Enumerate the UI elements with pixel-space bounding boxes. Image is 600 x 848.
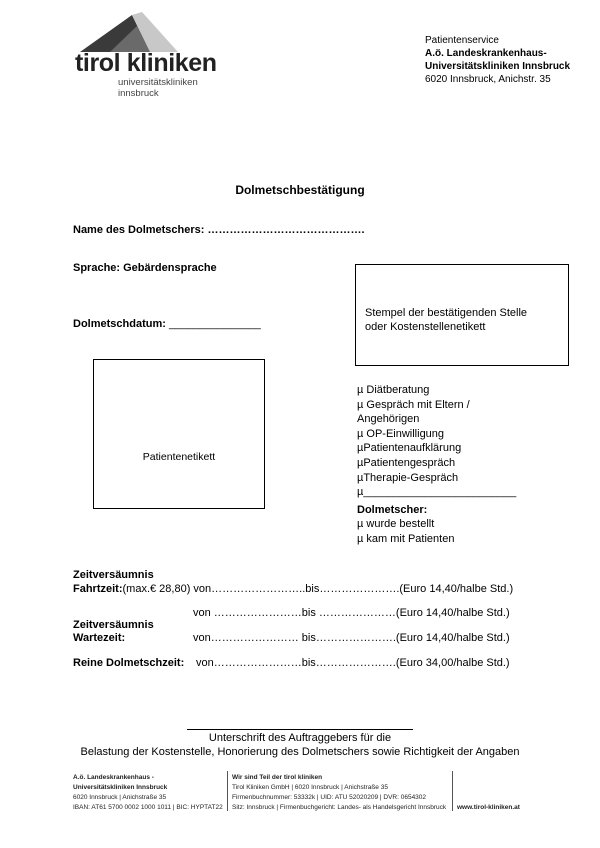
footer-divider-2 (452, 771, 453, 811)
option-gespraech-eltern-cont: Angehörigen (357, 413, 420, 426)
reine-dolmetschzeit-row: von……………………bis………………….(Euro 34,00/halbe Std.) (196, 657, 510, 669)
wartezeit-label: Wartezeit: (73, 632, 126, 644)
footer-company-info: Wir sind Teil der tirol kliniken Tirol Kliniken GmbH | 6020 Innsbruck | Anichstraße 35 Firmenbuchnummer: 53332k | UID: ATU 52020209 | DVR: 0654302 Sitz: Innsbruck | Firmenbuchgericht: Landes- als Handelsgericht Innsbruck (232, 774, 447, 811)
logo-subtitle: universitätskliniken innsbruck (118, 77, 198, 99)
fahrtzeit-row: Fahrtzeit:(max.€ 28,80) von……………………..bis………………….(Euro 14,40/halbe Std.) (73, 583, 514, 595)
interpreter-heading: Dolmetscher: (357, 504, 428, 516)
option-diaetberatung[interactable]: µ Diätberatung (357, 384, 430, 396)
signature-caption: Unterschrift des Auftraggebers für die Belastung der Kostenstelle, Honorierung des Dolmetschers sowie Richtigkeit der Angaben (80, 732, 520, 758)
logo-name: tirol kliniken (75, 49, 217, 77)
option-wurde-bestellt[interactable]: µ wurde bestellt (357, 518, 435, 530)
option-other[interactable]: µ_________________________ (357, 486, 517, 499)
option-patientengespraech[interactable]: µPatientengespräch (357, 456, 456, 469)
footer-hospital-info: A.ö. Landeskrankenhaus - Universitätskliniken Innsbruck 6020 Innsbruck | Anichstraße 35 IBAN: AT61 5700 0002 1000 1011 | BIC: HYPTAT22 (73, 774, 223, 811)
patient-label-text: Patientenetikett (142, 451, 216, 463)
zeitversaeumnis-heading: Zeitversäumnis (73, 569, 154, 581)
mountain-logo-icon (80, 12, 180, 54)
sender-address: Patientenservice A.ö. Landeskrankenhaus- Universitätskliniken Innsbruck 6020 Innsbruck, Anichstr. 35 (425, 35, 571, 85)
interpreting-date-field: Dolmetschdatum: _______________ (73, 318, 261, 330)
document-title: Dolmetschbestätigung (235, 183, 365, 197)
patient-label-box (93, 359, 265, 509)
option-gespraech-eltern[interactable]: µ Gespräch mit Eltern / (357, 398, 470, 411)
option-patientenaufklaerung[interactable]: µPatientenaufklärung (357, 442, 462, 455)
zeitversaeumnis-heading-2: Zeitversäumnis (73, 619, 154, 631)
option-kam-mit-patienten[interactable]: µ kam mit Patienten (357, 532, 455, 545)
wartezeit-row: von…………………… bis………………….(Euro 14,40/halbe Std.) (193, 632, 510, 644)
fahrtzeit-row-2: von ……………………bis …………………(Euro 14,40/halbe Std.) (193, 607, 510, 619)
signature-line (187, 729, 413, 730)
option-op-einwilligung[interactable]: µ OP-Einwilligung (357, 427, 445, 440)
interpreter-status-list (357, 517, 454, 546)
interpreter-name-field: Name des Dolmetschers: ……………………………………. (73, 224, 365, 236)
language-field: Sprache: Gebärdensprache (73, 262, 217, 274)
footer-divider-1 (227, 771, 228, 811)
consultation-type-list (357, 383, 516, 500)
option-therapie-gespraech[interactable]: µTherapie-Gespräch (357, 471, 459, 484)
stamp-label: Stempel der bestätigenden Stelle oder Kostenstellenetikett (365, 307, 528, 333)
footer-website-link[interactable]: www.tirol-kliniken.at (457, 804, 520, 811)
reine-dolmetschzeit-label: Reine Dolmetschzeit: (73, 657, 185, 669)
